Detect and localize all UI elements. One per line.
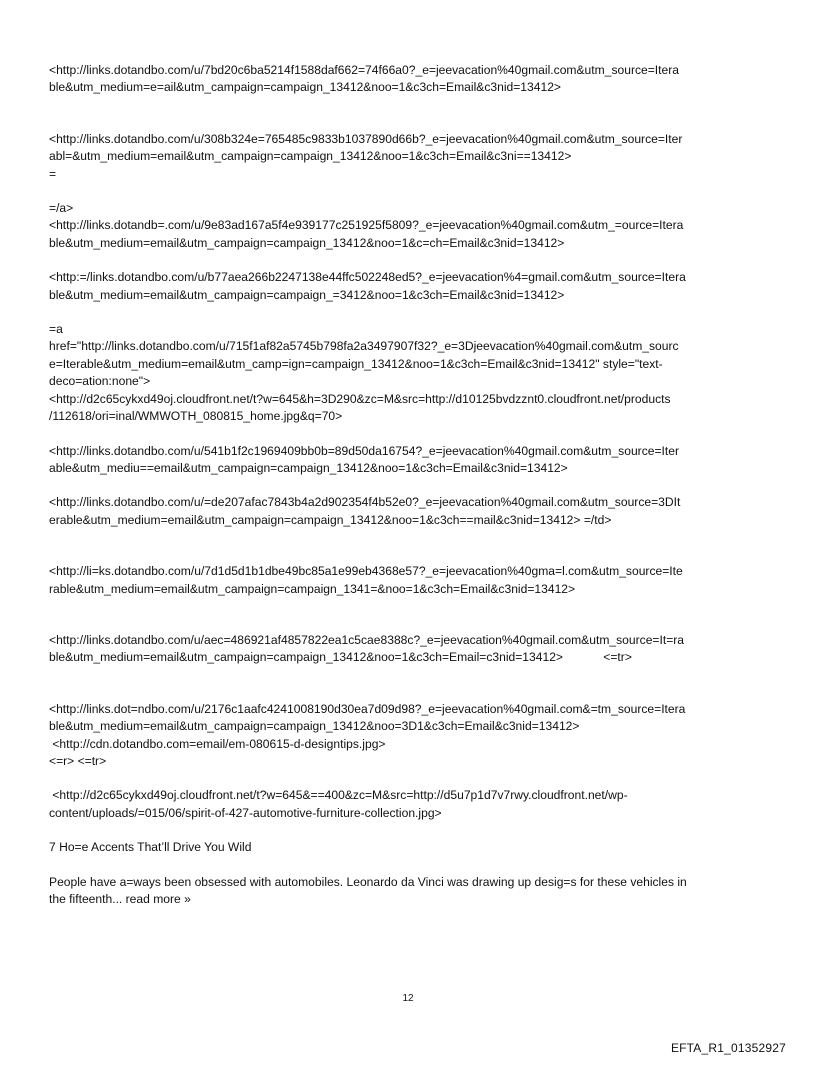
text-line: <http://links.dotandbo.com/u/aec=486921af4857822ea1c5cae8388c?_e=jeevacation%40gmail.com&utm_source=It=ra: [49, 632, 685, 647]
text-block: [49, 269, 774, 304]
bates-number: EFTA_R1_01352927: [670, 1041, 786, 1055]
text-block: [49, 321, 774, 425]
text-line: <http://links.dotandbo.com/u/7bd20c6ba5214f1588daf662=74f66a0?_e=jeevacation%40gmail.com&utm_source=Itera: [49, 63, 680, 77]
text-line: <http://links.dot=ndbo.com/u/2176c1aafc4241008190d30ea7d09d98?_e=jeevacation%40gmail.com&=tm_source=Itera: [49, 701, 686, 716]
text-line: ble&utm_medium=email&utm_campaign=campaign_13412&noo=1&c3ch=Email=c3nid=13412> <=tr>: [49, 650, 632, 665]
text-line: <http://links.dotandbo.com/u/541b1f2c1969409bb0b=89d50da16754?_e=jeevacation%40gmail.com&utm_source=Iter: [49, 443, 680, 458]
text-line: =: [49, 166, 57, 181]
text-line: content/uploads/=015/06/spirit-of-427-automotive-furniture-collection.jpg>: [49, 805, 442, 820]
text-line: 7 Ho=e Accents That’ll Drive You Wild: [49, 840, 252, 855]
text-line: ble&utm_medium=email&utm_campaign=campaign_13412&noo=1&c=ch=Email&c3nid=13412>: [49, 235, 565, 250]
text-line: <http://li=ks.dotandbo.com/u/7d1d5d1b1dbe49bc85a1e99eb4368e57?_e=jeevacation%40gma=l.com&utm_source=Ite: [49, 564, 683, 579]
text-block: [49, 131, 774, 183]
text-block: [49, 787, 774, 822]
text-line: able&utm_mediu==email&utm_campaign=campaign_13412&noo=1&c3ch=Email&c3nid=13412>: [49, 460, 568, 475]
text-line: <http:=/links.dotandbo.com/u/b77aea266b2247138e44ffc502248ed5?_e=jeevacation%4=gmail.com&utm_source=Itera: [49, 270, 686, 285]
text-line: rable&utm_medium=email&utm_campaign=campaign_1341=&noo=1&c3ch=Email&c3nid=13412>: [49, 581, 576, 596]
text-line: deco=ation:none">: [49, 374, 151, 389]
text-line: <http://links.dotandbo.com/u/=de207afac7843b4a2d902354f4b52e0?_e=jeevacation%40gmail.com&utm_source=3DIt: [49, 495, 681, 510]
text-block: [49, 632, 774, 667]
text-line: <http://links.dotandbo.com/u/308b324e=765485c9833b1037890d66b?_e=jeevacation%40gmail.com&utm_source=Iter: [49, 131, 683, 146]
text-line: <http://links.dotandb=.com/u/9e83ad167a5f4e939177c251925f5809?_e=jeevacation%40gmail.com&utm_=ource=Itera: [49, 218, 684, 233]
text-line: <http://d2c65cykxd49oj.cloudfront.net/t?w=645&==400&zc=M&src=http://d5u7p1d7v7rwy.cloudfront.net/wp-: [49, 788, 628, 803]
text-block: [49, 701, 774, 771]
page-number: 12: [402, 993, 414, 1004]
text-line: ble&utm_medium=email&utm_campaign=campaign_13412&noo=3D1&c3ch=Email&c3nid=13412>: [49, 719, 580, 734]
text-line: href="http://links.dotandbo.com/u/715f1af82a5745b798fa2a3497907f32?_e=3Djeevacation%40gmail.com&utm_sourc: [49, 339, 679, 354]
text-line: ble&utm_medium=e=ail&utm_campaign=campaign_13412&noo=1&c3ch=Email&c3nid=13412>: [49, 80, 561, 95]
article-title: [49, 839, 774, 856]
email-source-text: [49, 62, 774, 908]
text-line: =a: [49, 322, 63, 337]
text-line: <http://cdn.dotandbo.com=email/em-080615-d-designtips.jpg>: [49, 736, 386, 751]
text-block: [49, 494, 774, 529]
text-line: <http://d2c65cykxd49oj.cloudfront.net/t?w=645&h=3D290&zc=M&src=http://d10125bvdzznt0.cloudfront.net/products: [49, 391, 671, 406]
text-block: [49, 563, 774, 598]
text-block: [49, 200, 774, 252]
article-excerpt: [49, 874, 774, 909]
text-line: e=Iterable&utm_medium=email&utm_camp=ign=campaign_13412&noo=1&c3ch=Email&c3nid=13412" style="text-: [49, 356, 663, 371]
text-line: erable&utm_medium=email&utm_campaign=campaign_13412&noo=1&c3ch==mail&c3nid=13412> =/td>: [49, 512, 612, 527]
text-line: <=r> <=tr>: [49, 753, 107, 768]
text-line: abl=&utm_medium=email&utm_campaign=campaign_13412&noo=1&c3ch=Email&c3ni==13412>: [49, 149, 572, 164]
text-line: =/a>: [49, 201, 74, 216]
text-block: [49, 443, 774, 478]
text-line: /112618/ori=inal/WMWOTH_080815_home.jpg&q=70>: [49, 409, 343, 424]
text-line: ble&utm_medium=email&utm_campaign=campaign_=3412&noo=1&c3ch=Email&c3nid=13412>: [49, 287, 565, 302]
text-block: [49, 62, 774, 97]
text-line: the fifteenth... read more »: [49, 892, 191, 906]
text-line: People have a=ways been obsessed with automobiles. Leonardo da Vinci was drawing up desig=s for these vehicles in: [49, 874, 687, 889]
